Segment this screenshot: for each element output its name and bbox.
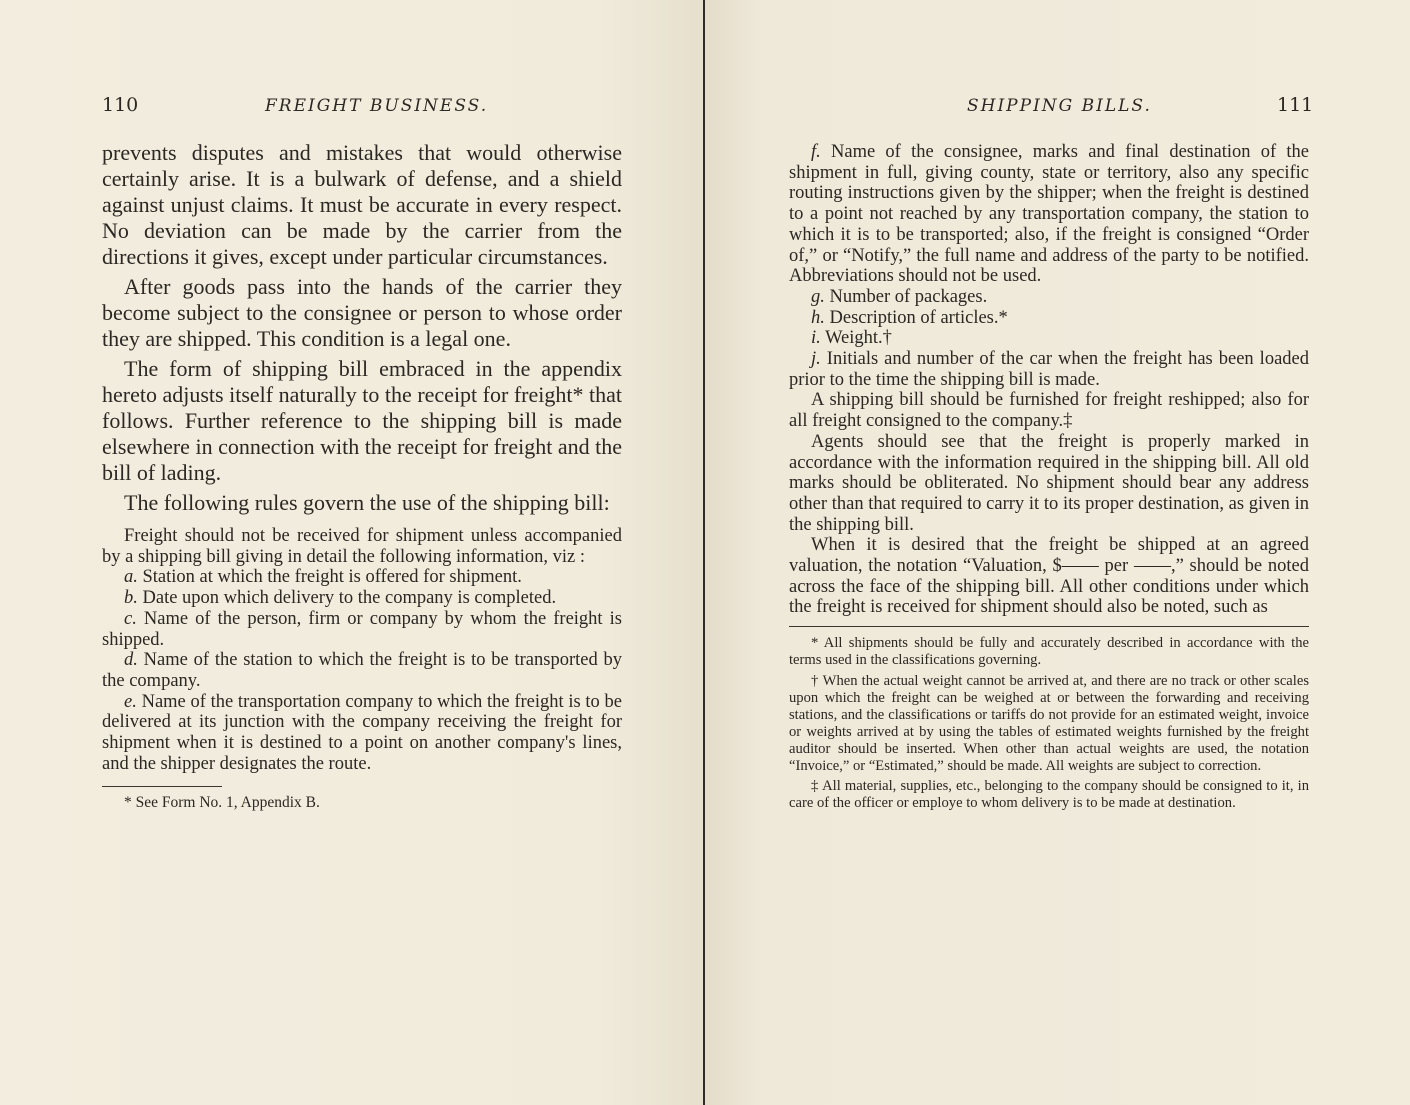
page-number: 111 xyxy=(1277,94,1314,116)
rules-intro: Freight should not be received for shipment unless accompanied by a shipping bill giving in detail the following information, viz : xyxy=(102,526,622,567)
rule-item xyxy=(789,142,1309,287)
paragraph: The following rules govern the use of the shipping bill: xyxy=(124,490,610,515)
rule-letter: h. xyxy=(811,307,825,328)
rule-item xyxy=(102,650,622,691)
rule-text: Name of the person, firm or company by whom the freight is shipped. xyxy=(102,608,622,650)
paragraph: prevents disputes and mistakes that would otherwise certainly arise. It is a bulwark of defense, and a shield against unjust claims. It must be accurate in every respect. No deviation can be made by the carrier from the directions it gives, except under particular circumstances. xyxy=(102,140,622,269)
right-page xyxy=(705,0,1410,1105)
rule-letter: g. xyxy=(811,286,825,307)
rule-letter: e. xyxy=(124,691,137,712)
footnote-rule xyxy=(102,786,222,787)
rule-item xyxy=(789,349,1309,390)
rule-item xyxy=(102,609,622,650)
running-title: SHIPPING BILLS. xyxy=(967,96,1152,116)
left-page-body xyxy=(102,140,622,816)
rule-letter: c. xyxy=(124,608,137,629)
paragraph: A shipping bill should be furnished for freight reshipped; also for all freight consigned to the company.‡ xyxy=(789,390,1309,432)
rule-text: Station at which the freight is offered for shipment. xyxy=(142,567,522,588)
running-title: FREIGHT BUSINESS. xyxy=(265,96,489,116)
paragraph: The form of shipping bill embraced in the appendix hereto adjusts itself naturally to the receipt for freight* that follows. Further reference to the shipping bill is made elsewhere in connection with the receipt for freight and the bill of lading. xyxy=(102,356,622,485)
footnote: * See Form No. 1, Appendix B. xyxy=(124,794,320,812)
rule-text: Name of the transportation company to which the freight is to be delivered at its junction with the company receiving the freight for shipment when it is destined to a point on another company's lines, and the shipper designates the route. xyxy=(102,691,622,774)
rule-item xyxy=(102,692,622,775)
footnote: † When the actual weight cannot be arrived at, and there are no track or other scales upon which the freight can be weighed at or between the forwarding and receiving stations, and the classifications or tariffs do not provide for an estimated weight, invoice or weights arrived at by using the tables of estimated weights furnished by the freight auditor should be inserted. When other than actual weights are used, the notation “Invoice,” or “Estimated,” should be made. All weights are subject to correction. xyxy=(789,672,1309,774)
rule-letter: i. xyxy=(811,328,821,349)
rule-text: Weight.† xyxy=(825,328,892,349)
footnote-rule xyxy=(789,626,1309,627)
rule-text: Initials and number of the car when the freight has been loaded prior to the time the shipping bill is made. xyxy=(789,349,1309,390)
rule-letter: d. xyxy=(124,650,138,671)
rule-item xyxy=(789,328,1309,349)
page-number: 110 xyxy=(102,94,139,116)
paragraph: After goods pass into the hands of the carrier they become subject to the consignee or person to whose order they are shipped. This condition is a legal one. xyxy=(102,274,622,351)
rule-letter: f. xyxy=(811,142,821,162)
rule-text: Number of packages. xyxy=(829,286,988,307)
footnote: * All shipments should be fully and accurately described in accordance with the terms used in the classifications governing. xyxy=(789,635,1309,669)
rule-item xyxy=(789,287,1309,308)
paragraph: Agents should see that the freight is properly marked in accordance with the information required in the shipping bill. All old marks should be obliterated. No shipment should bear any address other than that required to carry it to its proper destination, as given in the shipping bill. xyxy=(789,431,1309,535)
rule-letter: b. xyxy=(124,588,138,609)
rule-text: Name of the station to which the freight is to be transported by the company. xyxy=(102,650,623,691)
rule-text: Name of the consignee, marks and final destination of the shipment in full, giving county, state or territory, also any specific routing instructions given by the shipper; when the freight is destined to a point not reached by any transportation company, the station to which it is to be transported; also, if the freight is consigned “Order of,” or “Notify,” the full name and address of the party to be notified. Abbreviations should not be used. xyxy=(789,142,1309,287)
rule-text: Date upon which delivery to the company is completed. xyxy=(142,588,557,609)
rule-letter: j. xyxy=(811,349,821,370)
right-page-body xyxy=(789,142,1309,816)
rule-item xyxy=(102,567,622,588)
rule-item xyxy=(102,588,622,609)
footnote: ‡ All material, supplies, etc., belonging to the company should be consigned to it, in care of the officer or employe to whom delivery is to be made at destination. xyxy=(789,778,1309,812)
rule-text: Description of articles.* xyxy=(829,307,1008,328)
rule-item xyxy=(789,308,1309,329)
rule-letter: a. xyxy=(124,567,138,588)
paragraph: When it is desired that the freight be shipped at an agreed valuation, the notation “Valuation, $—— per ——,” should be noted across the face of the shipping bill. All other conditions under which the freight is received for shipment should also be noted, such as xyxy=(789,535,1309,618)
